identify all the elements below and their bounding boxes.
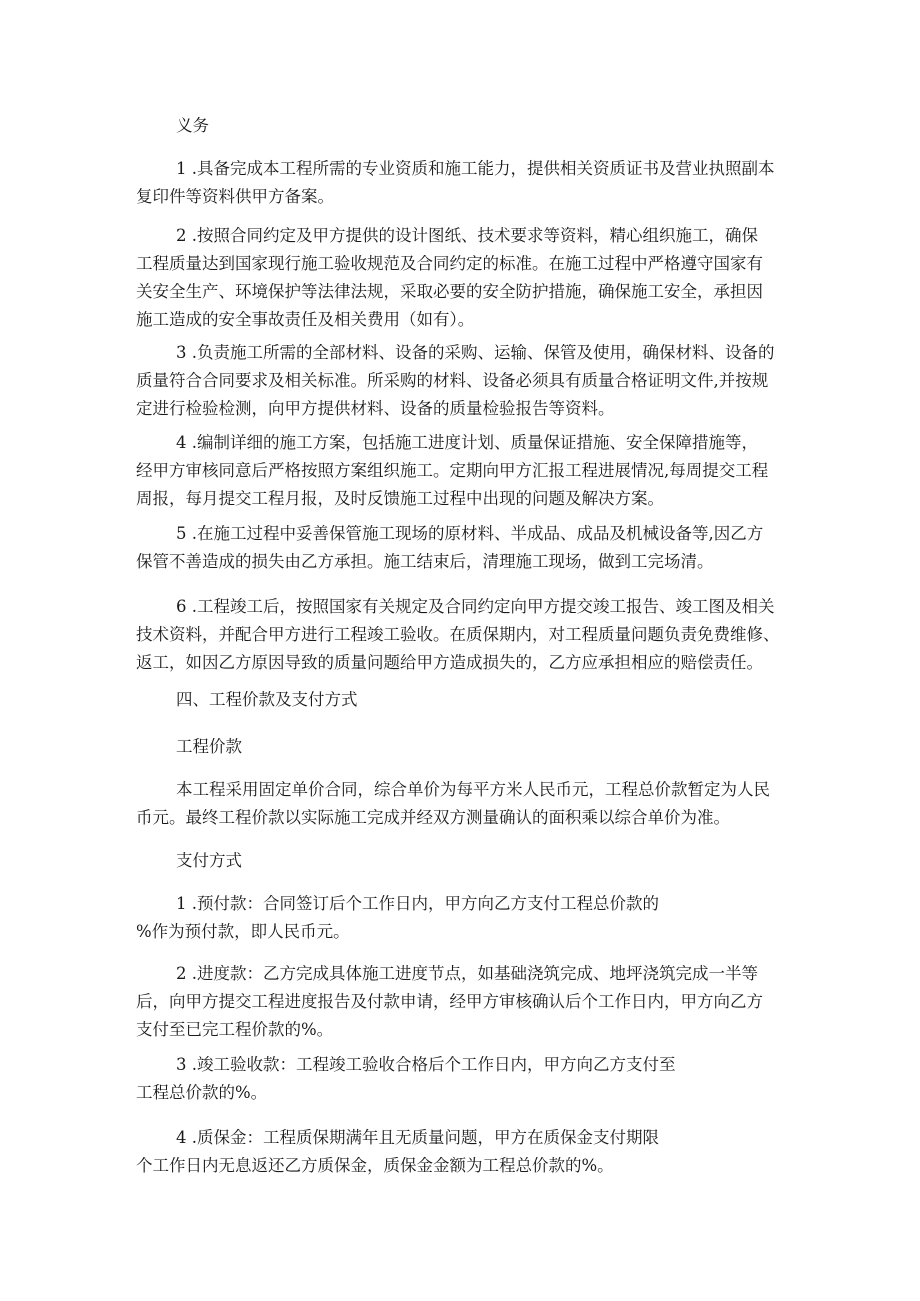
- payment-2: 2 .进度款：乙方完成具体施工进度节点，如基础浇筑完成、地坪浇筑完成一半等 后，向甲方提交工程进度报告及付款申请，经甲方审核确认后个工作日内，甲方向乙方 支付至已完工程价款的%。: [136, 964, 763, 1039]
- duty-1: 1 .具备完成本工程所需的专业资质和施工能力，提供相关资质证书及营业执照副本 复印件等资料供甲方备案。: [136, 159, 775, 206]
- payment-3: 3 .竣工验收款：工程竣工验收合格后个工作日内，甲方向乙方支付至 工程总价款的%。: [136, 1055, 676, 1102]
- price-body: 本工程采用固定单价合同，综合单价为每平方米人民币元，工程总价款暂定为人民 币元。最终工程价款以实际施工完成并经双方测量确认的面积乘以综合单价为准。: [136, 780, 770, 827]
- duty-4: 4 .编制详细的施工方案，包括施工进度计划、质量保证措施、安全保障措施等， 经甲方审核同意后严格按照方案组织施工。定期向甲方汇报工程进展情况,每周提交工程 周报，每月提交工程月报，及时反馈施工过程中出现的问题及解决方案。: [136, 433, 769, 508]
- payment-4: 4 .质保金：工程质保期满年且无质量问题，甲方在质保金支付期限 个工作日内无息返还乙方质保金，质保金金额为工程总价款的%。: [136, 1128, 659, 1175]
- duty-2: 2 .按照合同约定及甲方提供的设计图纸、技术要求等资料，精心组织施工，确保 工程质量达到国家现行施工验收规范及合同约定的标准。在施工过程中严格遵守国家有 关安全生产、环境保护等法律法规，采取必要的安全防护措施，确保施工安全，承担因 施工造成的安全事故责任及相关费用（如有）。: [136, 226, 763, 329]
- price-heading: 工程价款: [176, 737, 242, 756]
- payment-heading: 支付方式: [176, 851, 242, 870]
- payment-1: 1 .预付款：合同签订后个工作日内，甲方向乙方支付工程总价款的 %作为预付款，即人民币元。: [136, 894, 659, 941]
- duty-3: 3 .负责施工所需的全部材料、设备的采购、运输、保管及使用，确保材料、设备的 质量符合合同要求及相关标准。所采购的材料、设备必须具有质量合格证明文件,并按规 定进行检验检测，向甲方提供材料、设备的质量检验报告等资料。: [136, 343, 775, 418]
- obligations-heading: 义务: [176, 116, 209, 135]
- section-4-heading: 四、工程价款及支付方式: [176, 690, 358, 709]
- duty-6: 6 .工程竣工后，按照国家有关规定及合同约定向甲方提交竣工报告、竣工图及相关 技术资料，并配合甲方进行工程竣工验收。在质保期内，对工程质量问题负责免费维修、 返工，如因乙方原因导致的质量问题给甲方造成损失的，乙方应承担相应的赔偿责任。: [136, 597, 780, 672]
- duty-5: 5 .在施工过程中妥善保管施工现场的原材料、半成品、成品及机械设备等,因乙方 保管不善造成的损失由乙方承担。施工结束后，清理施工现场，做到工完场清。: [136, 524, 764, 571]
